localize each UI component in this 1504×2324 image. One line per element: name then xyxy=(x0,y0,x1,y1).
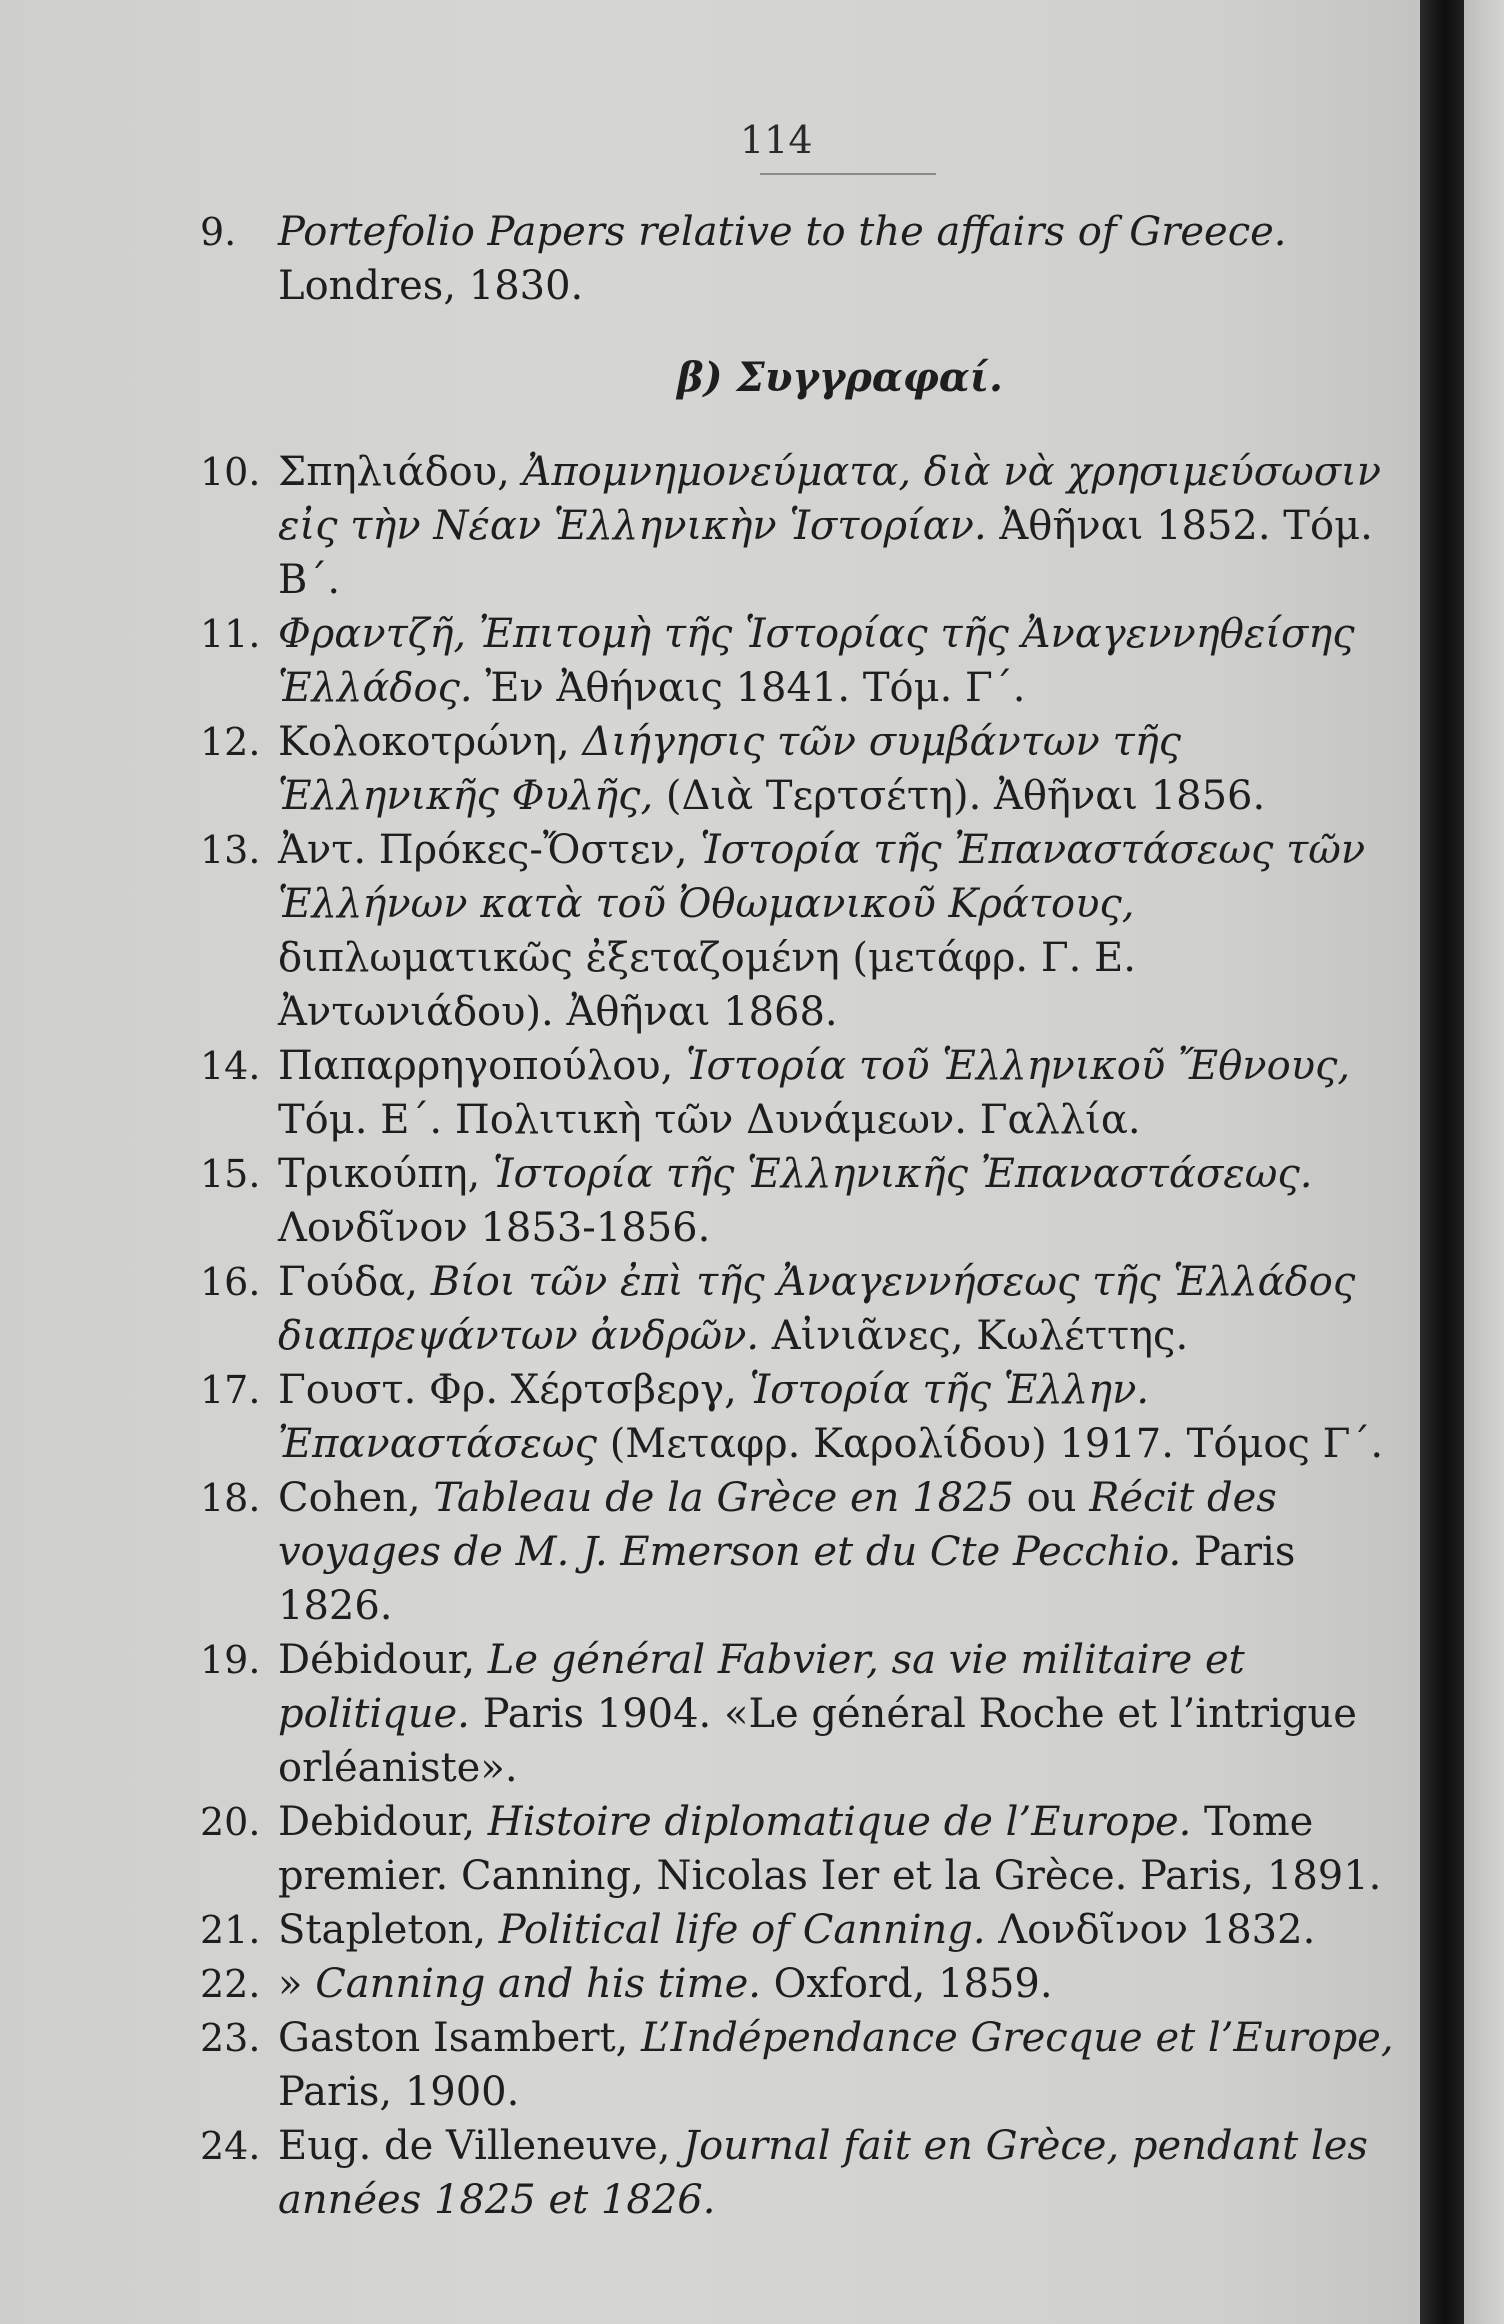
entry-publication-info: Λονδῖνον 1832. xyxy=(985,1907,1316,1953)
entry-number: 14. xyxy=(200,1044,261,1088)
page-number: 114 xyxy=(740,118,813,162)
bibliography-entry xyxy=(200,1957,1400,2011)
entry-title: Tableau de la Grèce en 1825 xyxy=(433,1475,1014,1521)
entry-number: 18. xyxy=(200,1476,261,1520)
entry-number: 20. xyxy=(200,1800,261,1844)
bibliography-entry xyxy=(200,2119,1400,2227)
bibliography xyxy=(200,205,1400,2227)
entry-author: Γουστ. Φρ. Χέρτσβεργ, xyxy=(278,1367,750,1413)
book-spine-shadow xyxy=(1420,0,1464,2324)
entry-number: 11. xyxy=(200,612,261,656)
entry-title: Ἱστορία τῆς Ἑλλην. Ἐπαναστάσεως xyxy=(278,1367,1150,1467)
entry-number: 9. xyxy=(200,210,237,254)
entry-title: Le général Fabvier, sa vie militaire et politique. xyxy=(278,1637,1245,1737)
entry-publication-info: (Διὰ Τερτσέτη). Ἀθῆναι 1856. xyxy=(653,773,1266,819)
entry-conjunction: ou xyxy=(1013,1475,1090,1521)
entry-title: L’Indépendance Grecque et l’Europe, xyxy=(640,2015,1394,2061)
entry-number: 15. xyxy=(200,1152,261,1196)
entry-number: 13. xyxy=(200,828,261,872)
entry-author: Eug. de Villeneuve, xyxy=(278,2123,684,2169)
entry-author: Κολοκοτρώνη, xyxy=(278,719,583,765)
entry-author: » xyxy=(278,1961,316,2007)
entry-publication-info: Λονδῖνον 1853-1856. xyxy=(278,1205,711,1251)
section-heading: β) Συγγραφαί. xyxy=(677,354,1003,401)
entry-author: Cohen, xyxy=(278,1475,434,1521)
entry-publication-info: Oxford, 1859. xyxy=(760,1961,1053,2007)
bibliography-entry xyxy=(200,1363,1400,1471)
entry-publication-info: (Μεταφρ. Καρολίδου) 1917. Τόμος Γ΄. xyxy=(596,1421,1384,1467)
entry-publication-info: Paris 1904. «Le général Roche et l’intrigue orléaniste». xyxy=(278,1691,1357,1791)
entry-title: Διήγησις τῶν συμβάντων τῆς Ἑλληνικῆς Φυλῆς, xyxy=(278,719,1182,819)
entry-publication-info: Τόμ. Ε΄. Πολιτικὴ τῶν Δυνάμεων. Γαλλία. xyxy=(278,1097,1141,1143)
entry-author: Débidour, xyxy=(278,1637,488,1683)
entry-title: Journal fait en Grèce, pendant les années 1825 et 1826. xyxy=(278,2123,1368,2223)
entry-number: 16. xyxy=(200,1260,261,1304)
bibliography-entry xyxy=(200,2011,1400,2119)
entry-author: Σπηλιάδου, xyxy=(278,449,523,495)
entry-title: Portefolio Papers relative to the affairs of Greece. xyxy=(278,209,1287,255)
bibliography-entry xyxy=(200,205,1400,313)
entry-number: 10. xyxy=(200,450,261,494)
entry-number: 24. xyxy=(200,2124,261,2168)
entry-author: Παπαρρηγοπούλου, xyxy=(278,1043,687,1089)
entry-title: Political life of Canning. xyxy=(498,1907,986,1953)
bibliography-list-a xyxy=(200,205,1400,313)
entry-title-continued: Récit des voyages de M. J. Emerson et du Cte Pecchio. xyxy=(278,1475,1277,1575)
bibliography-entry xyxy=(200,1039,1400,1147)
bibliography-entry xyxy=(200,607,1400,715)
entry-publication-info: Londres, 1830. xyxy=(278,263,584,309)
entry-title: Ἀπομνημονεύματα, διὰ νὰ χρησιμεύσωσιν εἰς τὴν Νέαν Ἑλληνικὴν Ἱστορίαν. xyxy=(278,449,1382,549)
facing-page-edge xyxy=(1464,0,1504,2324)
entry-number: 23. xyxy=(200,2016,261,2060)
bibliography-entry xyxy=(200,1147,1400,1255)
bibliography-entry xyxy=(200,715,1400,823)
entry-publication-info: Tome premier. Canning, Nicolas Ier et la Grèce. Paris, 1891. xyxy=(278,1799,1382,1899)
bibliography-entry xyxy=(200,823,1400,1039)
bibliography-list-b xyxy=(200,445,1400,2227)
bibliography-entry xyxy=(200,1633,1400,1795)
entry-author: Debidour, xyxy=(278,1799,488,1845)
entry-author: Stapleton, xyxy=(278,1907,499,1953)
entry-number: 12. xyxy=(200,720,261,764)
entry-author: Γούδα, xyxy=(278,1259,431,1305)
entry-title: Ἱστορία τῆς Ἐπαναστάσεως τῶν Ἑλλήνων κατὰ τοῦ Ὀθωμανικοῦ Κράτους, xyxy=(278,827,1366,927)
entry-number: 17. xyxy=(200,1368,261,1412)
bibliography-entry xyxy=(200,1471,1400,1633)
entry-publication-info: Ἐν Ἀθήναις 1841. Τόμ. Γ΄. xyxy=(472,665,1026,711)
entry-title: Canning and his time. xyxy=(315,1961,761,2007)
entry-publication-info: Αἰνιᾶνες, Κωλέττης. xyxy=(759,1313,1189,1359)
entry-title: Histoire diplomatique de l’Europe. xyxy=(487,1799,1192,1845)
entry-publication-info: Paris 1826. xyxy=(278,1529,1296,1629)
entry-title: Φραντζῆ, Ἐπιτομὴ τῆς Ἱστορίας τῆς Ἀναγεννηθείσης Ἑλλάδος. xyxy=(278,611,1355,711)
entry-number: 19. xyxy=(200,1638,261,1682)
entry-author: Τρικούπη, xyxy=(278,1151,493,1197)
entry-author: Ἀντ. Πρόκες-Ὄστεν, xyxy=(278,827,701,873)
entry-publication-info: διπλωματικῶς ἐξεταζομένη (μετάφρ. Γ. Ε. Ἀντωνιάδου). Ἀθῆναι 1868. xyxy=(278,935,1136,1035)
entry-author: Gaston Isambert, xyxy=(278,2015,641,2061)
bibliography-entry xyxy=(200,1903,1400,1957)
entry-number: 22. xyxy=(200,1962,261,2006)
bibliography-entry xyxy=(200,1795,1400,1903)
entry-publication-info: Ἀθῆναι 1852. Τόμ. Β΄. xyxy=(278,503,1373,603)
entry-number: 21. xyxy=(200,1908,261,1952)
bibliography-entry xyxy=(200,445,1400,607)
entry-publication-info: Paris, 1900. xyxy=(278,2069,520,2115)
bibliography-entry xyxy=(200,1255,1400,1363)
entry-title: Ἱστορία τοῦ Ἑλληνικοῦ Ἔθνους, xyxy=(686,1043,1351,1089)
entry-title: Ἱστορία τῆς Ἑλληνικῆς Ἐπαναστάσεως. xyxy=(492,1151,1313,1197)
page-number-rule xyxy=(760,173,936,175)
entry-title: Βίοι τῶν ἐπὶ τῆς Ἀναγεννήσεως τῆς Ἑλλάδος διαπρεψάντων ἀνδρῶν. xyxy=(278,1259,1356,1359)
